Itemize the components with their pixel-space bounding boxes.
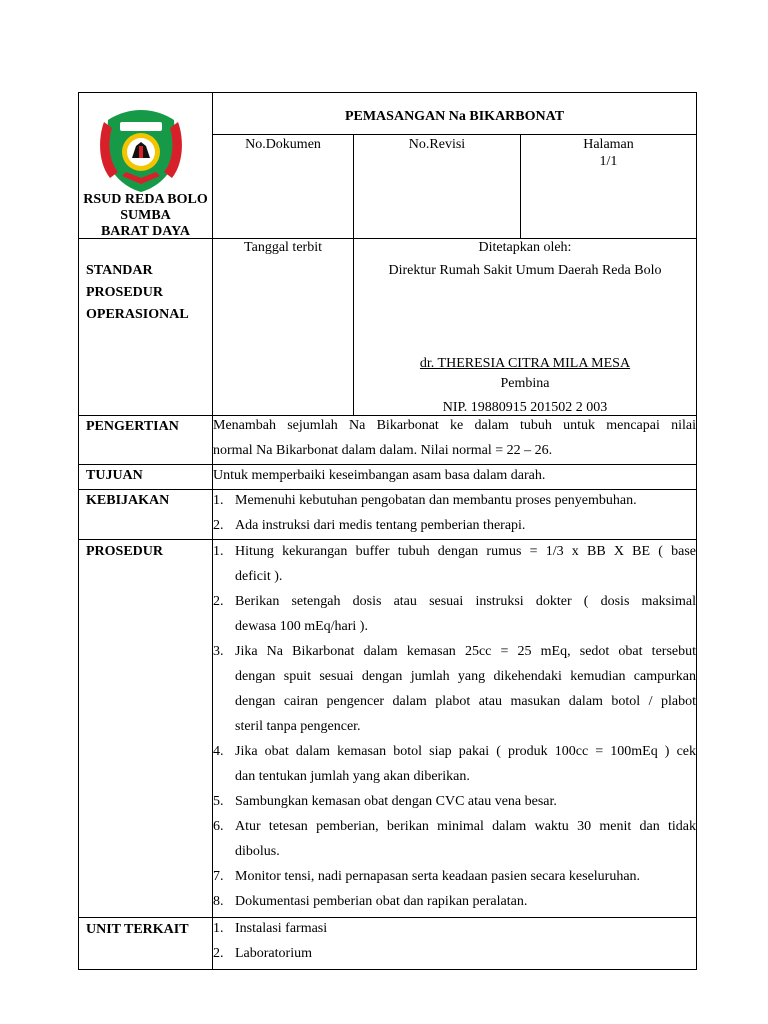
hospital-crest-icon [96, 108, 186, 194]
list-item: 4. Jika obat dalam kemasan botol siap pakai ( produk 100cc = 100mEq ) cek dan tentukan jumlah yang akan diberikan. [213, 744, 696, 784]
kebijakan-list [213, 488, 696, 538]
prosedur-list [213, 539, 696, 914]
issue-date-label: Tanggal terbit [244, 240, 322, 255]
list-item: 8. Dokumentasi pemberian obat dan rapikan peralatan. [213, 894, 528, 909]
approver-nip: NIP. 19880915 201502 2 003 [442, 400, 608, 415]
list-item: 1. Memenuhi kebutuhan pengobatan dan membantu proses penyembuhan. [213, 493, 637, 508]
list-item: 7. Monitor tensi, nadi pernapasan serta keadaan pasien secara keseluruhan. [213, 869, 641, 884]
hospital-name-line-3: BARAT DAYA [100, 224, 191, 239]
approver-title: Direktur Rumah Sakit Umum Daerah Reda Bolo [388, 263, 662, 278]
list-item: 1. Instalasi farmasi [213, 921, 328, 936]
list-item: 1. Hitung kekurangan buffer tubuh dengan rumus = 1/3 x BB X BE ( base deficit ). [213, 544, 696, 584]
border-bottom [78, 969, 697, 970]
list-item: 6. Atur tetesan pemberian, berikan minimal dalam waktu 30 menit dan tidak dibolus. [213, 819, 696, 859]
pengertian-text [213, 413, 696, 463]
section-label-pengertian: PENGERTIAN [86, 419, 179, 434]
list-item: 2. Laboratorium [213, 946, 312, 961]
tujuan-text: Untuk memperbaiki keseimbangan asam basa dalam darah. [213, 468, 546, 483]
hospital-name-line-1: RSUD REDA BOLO [83, 192, 208, 207]
sop-label-line-2: PROSEDUR [86, 285, 164, 300]
pengertian-line-2: normal Na Bikarbonat dalam dalam. Nilai normal = 22 – 26. [213, 443, 553, 458]
sop-label-line-1: STANDAR [86, 263, 153, 278]
list-item: 3. Jika Na Bikarbonat dalam kemasan 25cc = 25 mEq, sedot obat tersebut dengan spuit sesuai dengan jumlah yang dikehendaki kemudian campurkan dengan cairan pengencer dalam plabot atau masukan dalam botol / plabot steril tanpa pengencer. [213, 644, 696, 734]
section-label-unit-terkait: UNIT TERKAIT [86, 922, 189, 937]
approver-rank: Pembina [500, 376, 550, 391]
title-divider [212, 134, 697, 135]
list-item: 5. Sambungkan kemasan obat dengan CVC atau vena besar. [213, 794, 557, 809]
list-item: 2. Berikan setengah dosis atau sesuai instruksi dokter ( dosis maksimal dewasa 100 mEq/hari ). [213, 594, 696, 634]
hospital-name-line-2: SUMBA [120, 208, 171, 223]
revision-number-label: No.Revisi [408, 137, 466, 152]
section-label-tujuan: TUJUAN [86, 468, 143, 483]
approved-by-label: Ditetapkan oleh: [478, 240, 572, 255]
section-label-kebijakan: KEBIJAKAN [86, 493, 170, 508]
document-title: PEMASANGAN Na BIKARBONAT [344, 109, 565, 124]
border-top [78, 92, 697, 93]
page-value: 1/1 [599, 154, 618, 169]
list-item: 2. Ada instruksi dari medis tentang pemberian therapi. [213, 518, 526, 533]
page-label: Halaman [583, 137, 634, 152]
pengertian-line-1: Menambah sejumlah Na Bikarbonat ke dalam tubuh untuk mencapai nilai [213, 418, 696, 433]
document-number-label: No.Dokumen [245, 137, 321, 152]
sop-label-line-3: OPERASIONAL [86, 307, 189, 322]
approver-name: dr. THERESIA CITRA MILA MESA [419, 356, 631, 371]
section-label-prosedur: PROSEDUR [86, 544, 164, 559]
unit-terkait-list [213, 916, 696, 966]
row-divider-tujuan [78, 464, 697, 465]
border-right [696, 92, 697, 970]
